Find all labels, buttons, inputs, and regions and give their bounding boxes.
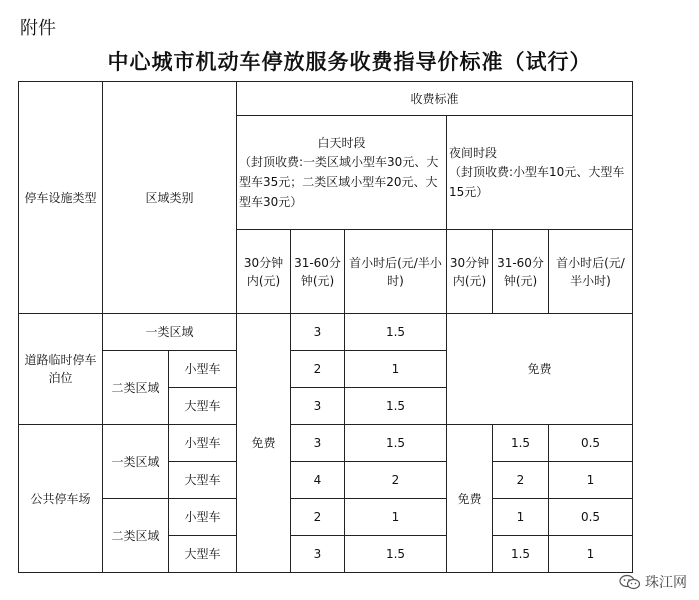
wechat-icon	[619, 574, 641, 590]
road-class2-small-day-31-60: 2	[291, 351, 345, 388]
header-facility-type: 停车设施类型	[19, 82, 103, 314]
public-class2-large-night-31-60: 1.5	[493, 536, 549, 573]
public-class2-large-day-31-60: 3	[291, 536, 345, 573]
header-day-31-60: 31-60分钟(元)	[291, 230, 345, 314]
annex-label: 附件	[20, 18, 56, 39]
public-class2-small-day-31-60: 2	[291, 499, 345, 536]
road-class2-small: 小型车	[169, 351, 237, 388]
public-class2-small: 小型车	[169, 499, 237, 536]
fee-table	[18, 81, 633, 573]
header-night-30min: 30分钟内(元)	[447, 230, 493, 314]
header-night-31-60: 31-60分钟(元)	[493, 230, 549, 314]
day-period-label: 白天时段	[317, 135, 366, 150]
public-class1-large-night-after: 1	[549, 462, 633, 499]
watermark-text: 珠江网	[645, 575, 687, 591]
header-fee-standard: 收费标准	[237, 82, 633, 116]
public-class1-large-night-31-60: 2	[493, 462, 549, 499]
public-class2-large: 大型车	[169, 536, 237, 573]
public-class2-small-night-after: 0.5	[549, 499, 633, 536]
public-class2-large-day-after: 1.5	[345, 536, 447, 573]
public-class1-large: 大型车	[169, 462, 237, 499]
road-class2-small-day-after: 1	[345, 351, 447, 388]
watermark	[619, 572, 687, 592]
header-night-period	[447, 116, 633, 230]
public-class2-small-day-after: 1	[345, 499, 447, 536]
public-class1-small-night-after: 0.5	[549, 425, 633, 462]
road-night-free: 免费	[447, 314, 633, 425]
public-class2-large-night-after: 1	[549, 536, 633, 573]
header-day-after-hour: 首小时后(元/半小时)	[345, 230, 447, 314]
road-class1-day-31-60: 3	[291, 314, 345, 351]
public-class1-small-day-31-60: 3	[291, 425, 345, 462]
header-area-category: 区域类别	[103, 82, 237, 314]
day-30min-free: 免费	[237, 314, 291, 573]
public-night-30min-free: 免费	[447, 425, 493, 573]
facility-road: 道路临时停车泊位	[19, 314, 103, 425]
header-day-period	[237, 116, 447, 230]
public-class1-small-night-31-60: 1.5	[493, 425, 549, 462]
day-cap-note: （封顶收费:一类区域小型车30元、大型车35元；二类区域小型车20元、大型车30元）	[239, 154, 439, 209]
road-class1-day-after: 1.5	[345, 314, 447, 351]
header-day-30min: 30分钟内(元)	[237, 230, 291, 314]
public-class1: 一类区域	[103, 425, 169, 499]
night-period-label: 夜间时段	[449, 145, 498, 160]
facility-public: 公共停车场	[19, 425, 103, 573]
public-class1-large-day-31-60: 4	[291, 462, 345, 499]
page-title: 中心城市机动车停放服务收费指导价标准（试行）	[107, 50, 592, 74]
public-class1-large-day-after: 2	[345, 462, 447, 499]
header-night-after-hour: 首小时后(元/半小时)	[549, 230, 633, 314]
public-class1-small-day-after: 1.5	[345, 425, 447, 462]
road-class2-large-day-after: 1.5	[345, 388, 447, 425]
road-class2-large: 大型车	[169, 388, 237, 425]
road-class2-large-day-31-60: 3	[291, 388, 345, 425]
public-class2-small-night-31-60: 1	[493, 499, 549, 536]
public-class2: 二类区域	[103, 499, 169, 573]
road-class2: 二类区域	[103, 351, 169, 425]
road-class1: 一类区域	[103, 314, 237, 351]
public-class1-small: 小型车	[169, 425, 237, 462]
night-cap-note: （封顶收费:小型车10元、大型车15元）	[449, 164, 625, 199]
